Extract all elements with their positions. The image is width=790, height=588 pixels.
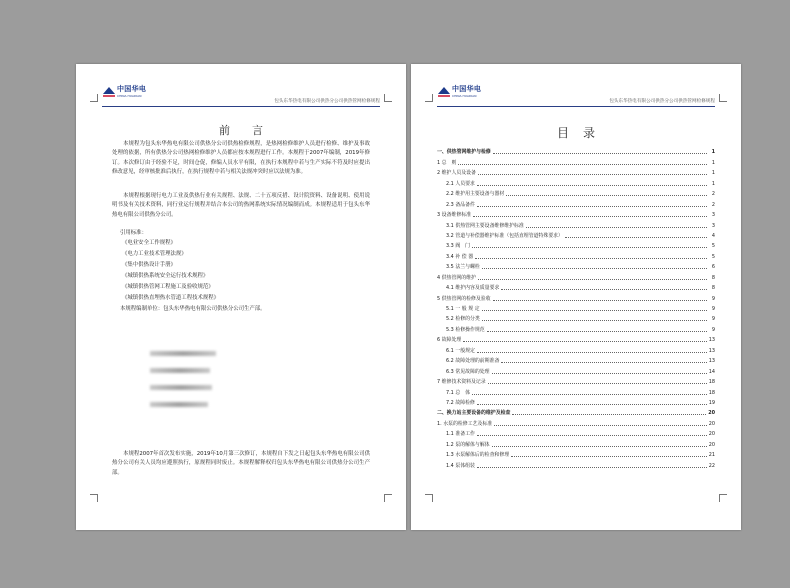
- company-logo: [102, 82, 162, 104]
- toc-entry[interactable]: [437, 281, 715, 291]
- toc-leader: [482, 268, 707, 269]
- toc-entry[interactable]: [437, 302, 715, 312]
- toc-entry-text: 1.3 水泵解体后的检查和修理: [446, 452, 510, 459]
- toc-entry[interactable]: [437, 155, 715, 165]
- toc-entry[interactable]: [437, 427, 715, 437]
- toc-page-number: 22: [708, 462, 715, 469]
- toc-page-number: 1: [711, 149, 715, 156]
- toc-entry-text: 1.2 泵的解体与解体: [446, 441, 490, 448]
- preface-paragraph: 本规程为包头东华热电有限公司供热分公司供热检修规程，是热网检修维护人员进行检修、维护及事故处理的依据，所有供热分公司热网检修维护人员都应按本规程进行工作。本规程于2007年编制，2019年修订。本次修订由于经验不足，时间仓促，修编人员水平有限，在执行本规程中若与生产实际不符及时应提出修改意见，经审核批准后执行，在执行规程中若与相关法规冲突时应以法规为准。: [112, 141, 370, 176]
- toc-leader: [501, 362, 706, 363]
- ref-item: 《城镇供热系统安全运行技术规程》: [122, 273, 209, 279]
- toc-page-number: 1: [711, 170, 715, 177]
- preface-title: 前言: [219, 124, 285, 137]
- toc-page-number: 3: [711, 222, 715, 229]
- toc-entry-text: 6.2 故障处理的前期准备: [446, 358, 500, 365]
- toc-entry-text: 1. 水泵的检修工艺及标准: [437, 420, 493, 427]
- toc-entry[interactable]: [437, 229, 715, 239]
- preface-page: [76, 64, 406, 530]
- toc-page-number: 18: [708, 379, 715, 386]
- toc-entry[interactable]: [437, 218, 715, 228]
- toc-entry-text: 1.1 准备工作: [446, 431, 475, 438]
- crop-mark: [425, 494, 433, 502]
- toc-leader: [565, 237, 707, 238]
- toc-page-number: 5: [711, 253, 715, 260]
- preface-paragraph: 本规程根据现行电力工业及供热行业有关规程、法规、二十五项反措、设计院资料、设备说明、使用说明书及有关技术资料，同行业运行规程并结合本公司的热网系统实际情况编制而成。本规程适用于包头东华热电有限公司供热分公司。: [112, 193, 370, 218]
- toc-entry-text: 2.3 备品备件: [446, 201, 475, 208]
- toc-entry[interactable]: [437, 239, 715, 249]
- toc-entry-text: 5.3 检修操作规范: [446, 326, 485, 333]
- toc-entry[interactable]: [437, 197, 715, 207]
- toc-entry-text: 3.3 阀 门: [446, 243, 471, 250]
- toc-entry[interactable]: [437, 176, 715, 186]
- refs-label: 引用标准：: [120, 230, 147, 236]
- toc-page: [411, 64, 741, 530]
- toc-entry-text: 5.1 一 般 规 定: [446, 306, 480, 312]
- ref-item: 《城镇供热管网工程施工及验收规范》: [122, 284, 214, 290]
- toc-page-number: 19: [708, 399, 715, 406]
- toc-list: [437, 145, 715, 469]
- toc-leader: [526, 227, 707, 228]
- toc-entry[interactable]: [437, 354, 715, 364]
- toc-entry-text: 5.2 检修的分类: [446, 316, 480, 323]
- crop-mark: [384, 494, 392, 502]
- toc-page-number: 9: [711, 295, 715, 302]
- header-doc-title: 包头东华热电有限公司供热分公司供热管网检修规程: [274, 99, 380, 104]
- toc-entry[interactable]: [437, 343, 715, 353]
- logo-text: 中国华电: [117, 85, 147, 93]
- toc-leader: [475, 258, 707, 259]
- toc-leader: [506, 195, 707, 196]
- compiler-note: 本规程编制单位：包头东华热电有限公司供热分公司生产部。: [120, 306, 266, 312]
- page-header: [102, 80, 380, 107]
- toc-entry[interactable]: [437, 385, 715, 395]
- toc-leader: [477, 185, 707, 186]
- logo-mark-icon: [437, 85, 451, 97]
- blurred-signature-line: [150, 402, 208, 407]
- toc-entry[interactable]: [437, 145, 715, 155]
- toc-entry-text: 4 供热管网的维护: [437, 274, 476, 281]
- toc-page-number: 9: [711, 316, 715, 323]
- toc-page-number: 6: [711, 264, 715, 271]
- toc-leader: [488, 383, 707, 384]
- toc-page-number: 1: [711, 159, 715, 166]
- toc-page-number: 13: [708, 358, 715, 365]
- toc-leader: [501, 289, 707, 290]
- toc-leader: [493, 153, 707, 154]
- header-doc-title: 包头东华热电有限公司供热分公司供热管网检修规程: [609, 99, 715, 104]
- toc-entry-text: 7.2 故障检修: [446, 399, 475, 406]
- toc-page-number: 8: [711, 274, 715, 281]
- crop-mark: [90, 494, 98, 502]
- toc-page-number: 20: [708, 410, 715, 417]
- toc-entry[interactable]: [437, 406, 715, 416]
- crop-mark: [425, 94, 433, 102]
- toc-entry[interactable]: [437, 322, 715, 332]
- toc-leader: [477, 206, 707, 207]
- toc-leader: [473, 216, 707, 217]
- toc-leader: [478, 279, 707, 280]
- blurred-signature-line: [150, 385, 212, 390]
- toc-entry[interactable]: [437, 166, 715, 176]
- toc-entry-text: 6.3 常见故障的处理: [446, 368, 490, 375]
- toc-entry[interactable]: [437, 208, 715, 218]
- toc-page-number: 9: [711, 306, 715, 312]
- toc-page-number: 2: [711, 191, 715, 198]
- toc-leader: [472, 394, 707, 395]
- toc-entry[interactable]: [437, 333, 715, 343]
- toc-leader: [492, 446, 707, 447]
- toc-title: 目录: [556, 126, 609, 140]
- toc-leader: [477, 352, 707, 353]
- toc-entry-text: 2.2 维护用主要设备与器材: [446, 191, 505, 198]
- toc-leader: [511, 456, 707, 457]
- toc-leader: [477, 404, 707, 405]
- toc-page-number: 20: [708, 431, 715, 438]
- toc-page-number: 14: [708, 368, 715, 375]
- logo-subtext: CHINA HUADIAN: [117, 94, 142, 98]
- crop-mark: [719, 494, 727, 502]
- toc-leader: [477, 467, 707, 468]
- toc-leader: [494, 425, 707, 426]
- toc-entry-text: 5 供热管网的检修及验收: [437, 295, 491, 302]
- toc-entry-text: 1.4 泵体组装: [446, 462, 475, 469]
- toc-entry-text: 7 维修技术资料及记录: [437, 379, 486, 386]
- toc-leader: [482, 320, 707, 321]
- toc-entry[interactable]: [437, 416, 715, 426]
- toc-leader: [463, 341, 707, 342]
- toc-page-number: 21: [708, 452, 715, 459]
- toc-entry-text: 6 故障处理: [437, 337, 462, 344]
- crop-mark: [90, 94, 98, 102]
- blurred-signature-line: [150, 351, 216, 356]
- ref-item: 《集中供热设计手册》: [122, 262, 176, 268]
- toc-entry[interactable]: [437, 375, 715, 385]
- toc-leader: [492, 373, 707, 374]
- toc-entry[interactable]: [437, 396, 715, 406]
- toc-entry[interactable]: [437, 291, 715, 301]
- toc-entry-text: 2.1 人员要求: [446, 180, 475, 187]
- ref-item: 《城镇供热直埋热水管道工程技术规程》: [122, 295, 220, 301]
- toc-page-number: 1: [711, 180, 715, 187]
- toc-leader: [512, 414, 706, 415]
- logo-subtext: CHINA HUADIAN: [452, 94, 477, 98]
- toc-entry-text: 3 设备维修标准: [437, 212, 472, 219]
- toc-leader: [487, 331, 707, 332]
- toc-entry-text: 1 总 则: [437, 159, 457, 166]
- toc-entry-text: 2 维护人员及设备: [437, 170, 476, 177]
- toc-entry[interactable]: [437, 187, 715, 197]
- logo-text: 中国华电: [452, 85, 482, 93]
- toc-page-number: 3: [711, 212, 715, 219]
- toc-page-number: 5: [711, 243, 715, 250]
- ref-item: 《电业安全工作规程》: [122, 240, 176, 246]
- toc-entry[interactable]: [437, 249, 715, 259]
- toc-entry[interactable]: [437, 458, 715, 468]
- toc-entry[interactable]: [437, 448, 715, 458]
- toc-leader: [478, 174, 707, 175]
- toc-entry[interactable]: [437, 312, 715, 322]
- toc-entry-text: 3.5 法兰与螺栓: [446, 264, 480, 271]
- toc-page-number: 20: [708, 441, 715, 448]
- ref-item: 《电力工业技术管理法规》: [122, 251, 187, 257]
- toc-leader: [493, 300, 707, 301]
- toc-page-number: 20: [708, 420, 715, 427]
- logo-mark-icon: [102, 85, 116, 97]
- toc-entry-text: 4.1 维护内容及质量要求: [446, 285, 500, 292]
- toc-leader: [482, 310, 707, 311]
- toc-entry-text: 3.1 供热管网主要设备维修维护标准: [446, 222, 524, 229]
- toc-leader: [477, 435, 707, 436]
- toc-entry-text: 3.2 管道与补偿器维护标准（包括直埋管道特殊要求）: [446, 232, 563, 239]
- toc-entry[interactable]: [437, 260, 715, 270]
- toc-page-number: 18: [708, 389, 715, 396]
- toc-page-number: 2: [711, 201, 715, 208]
- toc-leader: [472, 247, 707, 248]
- toc-page-number: 13: [708, 337, 715, 344]
- toc-entry-text: 3.4 补 偿 器: [446, 253, 474, 260]
- toc-entry-text: 6.1 一般规定: [446, 347, 475, 354]
- toc-leader: [458, 164, 707, 165]
- toc-entry-text: 二、换力站主要设备的维护及检查: [437, 410, 511, 417]
- toc-entry[interactable]: [437, 270, 715, 280]
- toc-page-number: 8: [711, 285, 715, 292]
- company-logo: [437, 82, 497, 104]
- page-header: [437, 80, 715, 107]
- toc-entry-text: 7.1 总 体: [446, 389, 471, 396]
- toc-page-number: 13: [708, 347, 715, 354]
- crop-mark: [719, 94, 727, 102]
- preface-closing: 本规程2007年首次发布实施，2019年10月第三次修订，本规程自下发之日起包头东华热电有限公司供热分公司有关人员均应遵照执行，原规程同时废止。本规程解释权归包头东华热电有限公司供热分公司生产部。: [112, 451, 370, 476]
- toc-entry-text: 一、供热管网维护与检修: [437, 149, 491, 156]
- toc-entry[interactable]: [437, 364, 715, 374]
- blurred-signature-line: [150, 368, 210, 373]
- toc-page-number: 4: [711, 232, 715, 239]
- toc-page-number: 9: [711, 326, 715, 333]
- toc-entry[interactable]: [437, 437, 715, 447]
- crop-mark: [384, 94, 392, 102]
